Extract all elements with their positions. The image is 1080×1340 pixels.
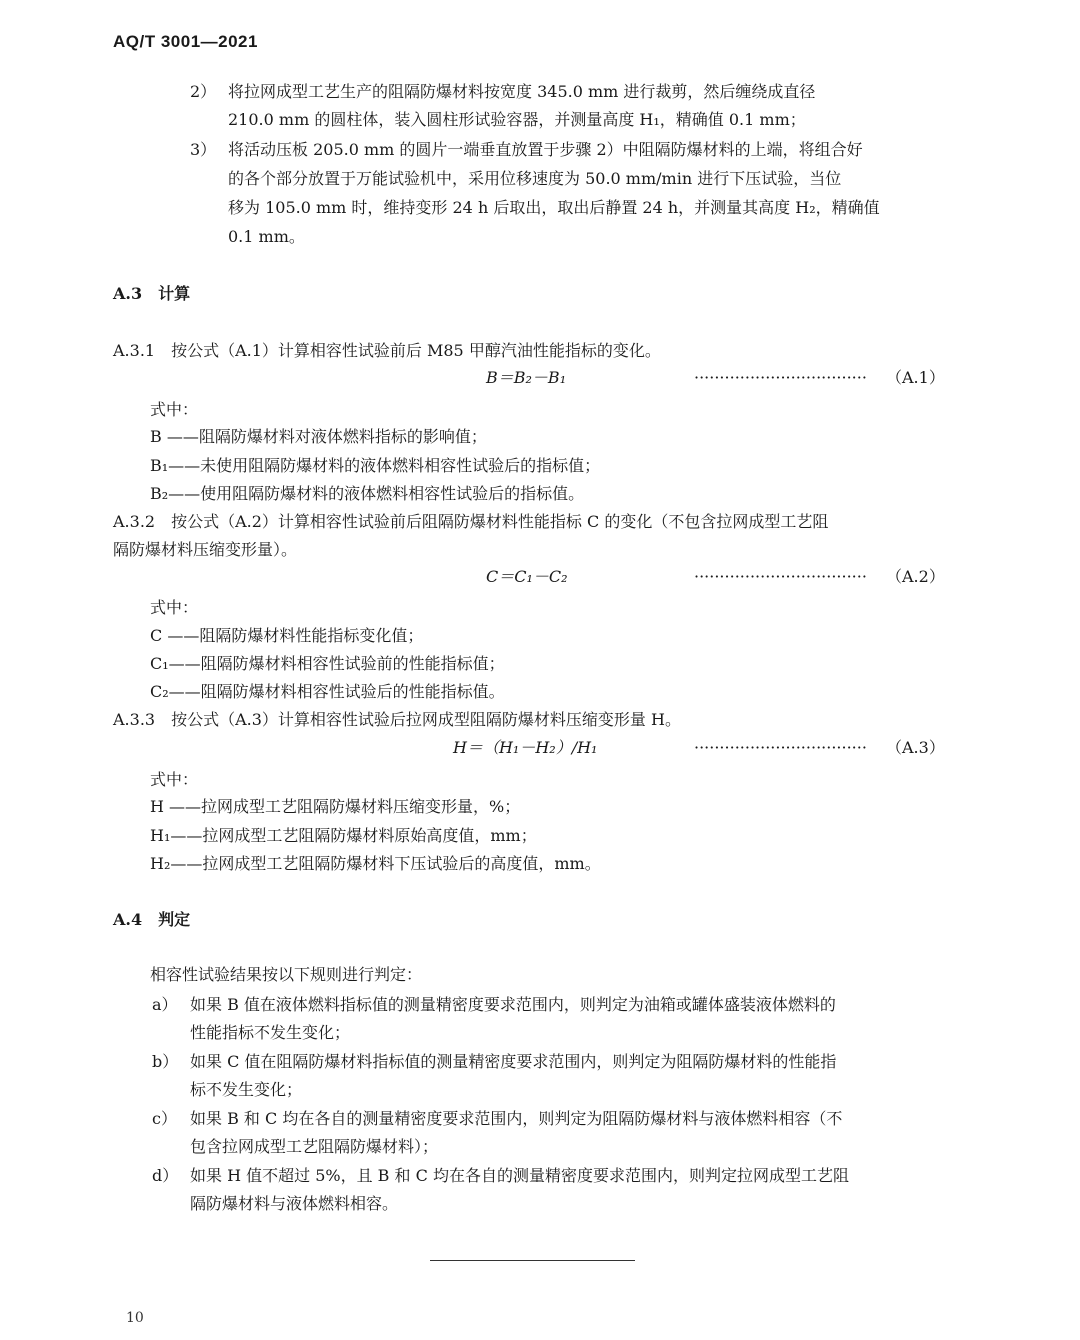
formula-a3-leader: ·································· <box>694 738 867 757</box>
clause-a32-line-2: 隔防爆材料压缩变形量）。 <box>113 540 298 559</box>
rule-d-label: d） <box>152 1166 179 1185</box>
def-b1: B₁——未使用阻隔防爆材料的液体燃料相容性试验后的指标值； <box>150 456 601 475</box>
formula-a3: H＝（H₁－H₂）/H₁ <box>453 738 598 757</box>
where-label-2: 式中： <box>150 598 199 617</box>
rule-c-label: c） <box>152 1109 177 1128</box>
step-3-line-1: 将活动压板 205.0 mm 的圆片一端垂直放置于步骤 2）中阻隔防爆材料的上端，将组合好 <box>228 140 863 159</box>
standard-code-header: AQ/T 3001—2021 <box>113 32 258 51</box>
section-a4-title: A.4 判定 <box>113 910 191 929</box>
clause-a31-text: A.3.1 按公式（A.1）计算相容性试验前后 M85 甲醇汽油性能指标的变化。 <box>113 341 661 360</box>
step-2-number: 2） <box>190 82 217 101</box>
where-label-1: 式中： <box>150 400 199 419</box>
def-b2: B₂——使用阻隔防爆材料的液体燃料相容性试验后的指标值。 <box>150 484 585 503</box>
def-h2: H₂——拉网成型工艺阻隔防爆材料下压试验后的高度值，mm。 <box>150 854 601 873</box>
def-h: H ——拉网成型工艺阻隔防爆材料压缩变形量，%； <box>150 797 521 816</box>
rule-d-line-2: 隔防爆材料与液体燃料相容。 <box>190 1194 399 1213</box>
def-c: C ——阻隔防爆材料性能指标变化值； <box>150 626 424 645</box>
def-b: B ——阻隔防爆材料对液体燃料指标的影响值； <box>150 427 487 446</box>
clause-a33-text: A.3.3 按公式（A.3）计算相容性试验后拉网成型阻隔防爆材料压缩变形量 H。 <box>113 710 681 729</box>
where-label-3: 式中： <box>150 770 199 789</box>
def-c1: C₁——阻隔防爆材料相容性试验前的性能指标值； <box>150 654 505 673</box>
section-a3-title: A.3 计算 <box>113 284 191 303</box>
step-3-line-2: 的各个部分放置于万能试验机中，采用位移速度为 50.0 mm/min 进行下压试验，当位 <box>228 169 842 188</box>
clause-a32-line-1: A.3.2 按公式（A.2）计算相容性试验前后阻隔防爆材料性能指标 C 的变化（不包含拉网成型工艺阻 <box>113 512 829 531</box>
def-h1: H₁——拉网成型工艺阻隔防爆材料原始高度值，mm； <box>150 826 537 845</box>
rule-c-line-2: 包含拉网成型工艺阻隔防爆材料）； <box>190 1137 439 1156</box>
end-divider <box>430 1260 635 1261</box>
rule-d-line-1: 如果 H 值不超过 5%，且 B 和 C 均在各自的测量精密度要求范围内，则判定拉网成型工艺阻 <box>190 1166 849 1185</box>
formula-a2-ref: （A.2） <box>886 567 945 586</box>
judgement-intro: 相容性试验结果按以下规则进行判定： <box>150 965 423 984</box>
rule-b-line-2: 标不发生变化； <box>190 1080 303 1099</box>
rule-a-line-2: 性能指标不发生变化； <box>190 1023 351 1042</box>
formula-a2: C＝C₁－C₂ <box>486 567 568 586</box>
formula-a3-ref: （A.3） <box>886 738 945 757</box>
rule-a-label: a） <box>152 995 178 1014</box>
formula-a1: B＝B₂－B₁ <box>486 368 567 387</box>
rule-a-line-1: 如果 B 值在液体燃料指标值的测量精密度要求范围内，则判定为油箱或罐体盛装液体燃料的 <box>190 995 836 1014</box>
rule-b-label: b） <box>152 1052 179 1071</box>
step-3-number: 3） <box>190 140 217 159</box>
step-2-line-2: 210.0 mm 的圆柱体，装入圆柱形试验容器，并测量高度 H₁，精确值 0.1 mm； <box>228 110 806 129</box>
step-3-line-3: 移为 105.0 mm 时，维持变形 24 h 后取出，取出后静置 24 h，并测量其高度 H₂，精确值 <box>228 198 880 217</box>
step-2-line-1: 将拉网成型工艺生产的阻隔防爆材料按宽度 345.0 mm 进行裁剪，然后缠绕成直径 <box>228 82 816 101</box>
rule-b-line-1: 如果 C 值在阻隔防爆材料指标值的测量精密度要求范围内，则判定为阻隔防爆材料的性能指 <box>190 1052 837 1071</box>
def-c2: C₂——阻隔防爆材料相容性试验后的性能指标值。 <box>150 682 505 701</box>
formula-a1-leader: ·································· <box>694 368 867 387</box>
formula-a2-leader: ·································· <box>694 567 867 586</box>
step-3-line-4: 0.1 mm。 <box>228 227 305 246</box>
formula-a1-ref: （A.1） <box>886 368 945 387</box>
page-number: 10 <box>126 1310 144 1326</box>
rule-c-line-1: 如果 B 和 C 均在各自的测量精密度要求范围内，则判定为阻隔防爆材料与液体燃料相容（不 <box>190 1109 843 1128</box>
